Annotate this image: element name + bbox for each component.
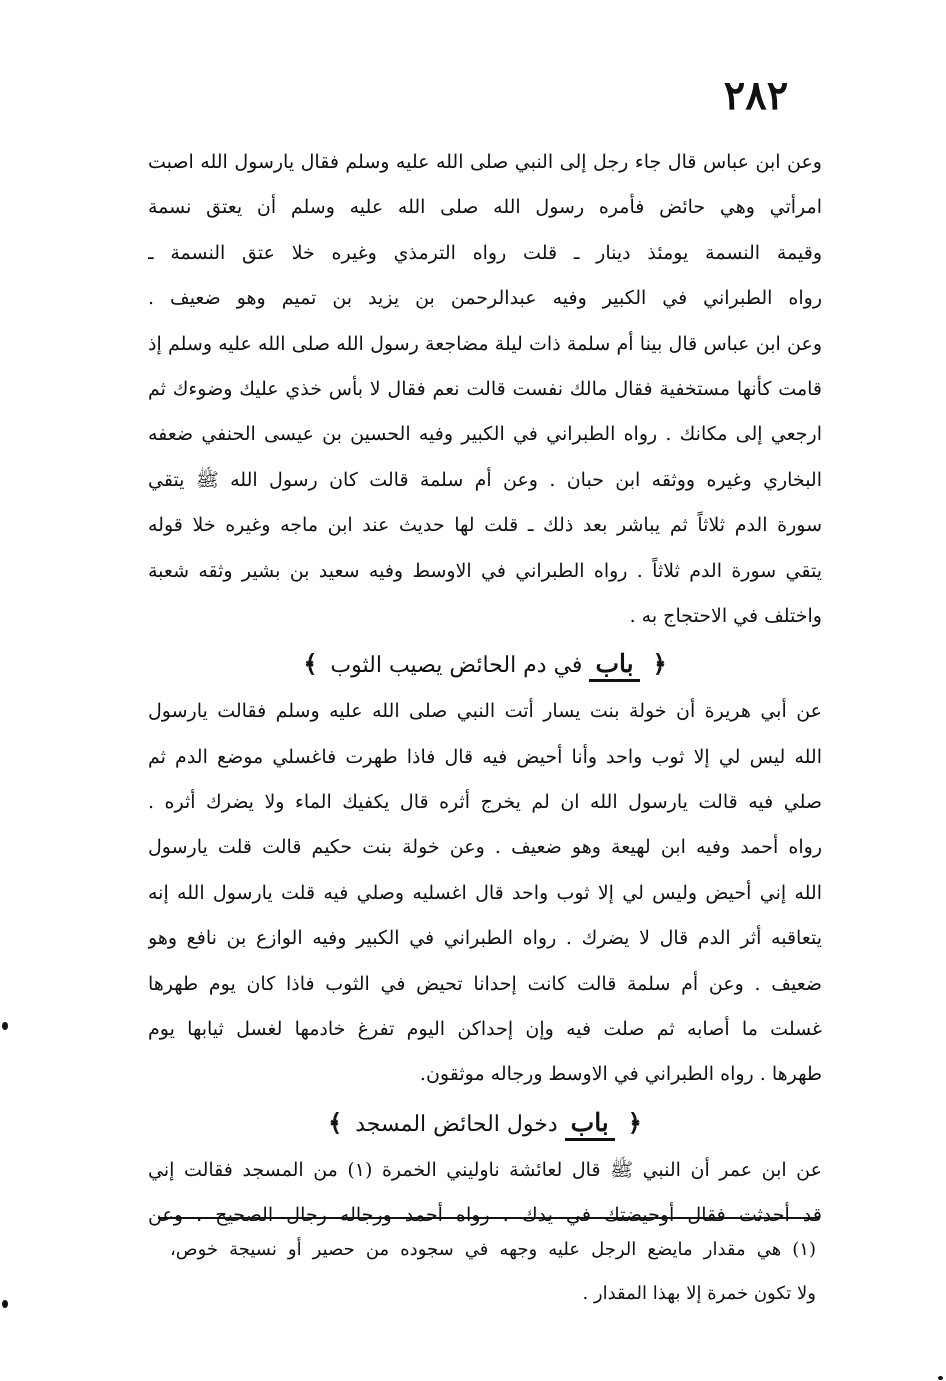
text-line: ارجعي إلى مكانك . رواه الطبراني في الكبير وفيه الحسين بن عيسى الحنفي ضعفه: [148, 423, 822, 446]
footnote-divider: [158, 1217, 820, 1219]
text-line: قامت كأنها مستخفية فقال مالك نفست قالت نعم فقال لا بأس خذي عليك وضوءك ثم: [148, 377, 822, 400]
text-line: رواه الطبراني في الكبير وفيه عبدالرحمن بن يزيد بن تميم وهو ضعيف .: [148, 287, 822, 310]
text-line: رواه أحمد وفيه ابن لهيعة وهو ضعيف . وعن خولة بنت حكيم قالت قلت يارسول: [148, 836, 822, 859]
text-line: غسلت ما أصابه ثم صلت فيه وإن إحداكن اليوم تفرغ خادمها لغسل ثيابها يوم: [148, 1018, 822, 1041]
text-line: وقيمة النسمة يومئذ دينار ـ قلت رواه الترمذي وغيره خلا عتق النسمة ـ: [148, 241, 822, 264]
text-line: يتعاقبه أثر الدم قال لا يضرك . رواه الطبراني في الكبير وفيه الوازع بن نافع وهو: [148, 927, 822, 950]
heading-bracket-close: ﴾: [303, 649, 318, 679]
text-line: البخاري وغيره ووثقه ابن حبان . وعن أم سلمة قالت كان رسول الله ﷺ يتقي: [148, 468, 822, 491]
text-line: وعن ابن عباس قال بينا أم سلمة ذات ليلة مضاجعة رسول الله صلى الله عليه وسلم إذ: [148, 332, 822, 355]
text-line: الله ليس لي إلا ثوب واحد وأنا أحيض فيه قال فاذا طهرت فاغسلي موضع الدم ثم: [148, 745, 822, 768]
text-line: يتقي سورة الدم ثلاثاً . رواه الطبراني في الاوسط وفيه سعيد بن بشير وثقه شعبة: [148, 559, 822, 582]
text-line: وعن ابن عباس قال جاء رجل إلى النبي صلى الله عليه وسلم فقال يارسول الله اصبت: [148, 151, 822, 173]
text-line: قد أحدثت فقال أوحيضتك في يدك . رواه أحمد ورجاله رجال الصحيح . وعن: [148, 1204, 822, 1227]
heading-bracket-open: ﴿: [652, 649, 667, 679]
scan-speck: [2, 1022, 8, 1030]
page-number: ٢٨٢: [723, 72, 789, 119]
text-line: ضعيف . وعن أم سلمة قالت كانت إحدانا تحيض في الثوب فاذا كان يوم طهرها: [148, 972, 822, 995]
footnote-line: ولا تكون خمرة إلا بهذا المقدار .: [582, 1283, 816, 1304]
footnote-line: (١) هي مقدار مايضع الرجل عليه وجهه في سجوده من حصير أو نسيجة خوص،: [170, 1239, 816, 1260]
text-line: سورة الدم ثلاثاً ثم يباشر بعد ذلك ـ قلت لها حديث عند ابن ماجه وغيره خلا قوله: [148, 514, 822, 537]
text-line: عن ابن عمر أن النبي ﷺ قال لعائشة ناوليني الخمرة (١) من المسجد فقالت إني: [148, 1158, 822, 1181]
scan-speck: [2, 1300, 8, 1308]
chapter-heading: [148, 639, 822, 689]
text-line: واختلف في الاحتجاج به .: [629, 604, 822, 627]
heading-title: دخول الحائض المسجد: [355, 1111, 558, 1137]
heading-title: في دم الحائض يصيب الثوب: [330, 653, 583, 679]
scan-speck: [938, 1376, 943, 1380]
text-line: طهرها . رواه الطبراني في الاوسط ورجاله موثقون.: [419, 1063, 822, 1086]
text-line: امرأتي وهي حائض فأمره رسول الله صلى الله عليه وسلم أن يعتق نسمة: [148, 196, 822, 219]
heading-bab: باب: [589, 649, 639, 682]
page-body: [148, 140, 822, 1239]
chapter-heading: [148, 1098, 822, 1148]
heading-bracket-close: ﴾: [328, 1107, 343, 1137]
text-line: عن أبي هريرة أن خولة بنت يسار أتت النبي صلى الله عليه وسلم فقالت يارسول: [148, 700, 822, 723]
footnotes: [170, 1228, 816, 1316]
text-line: الله إني أحيض وليس لي إلا ثوب واحد قال اغسليه وصلي فيه قلت يارسول الله إنه: [148, 881, 822, 904]
heading-bab: باب: [565, 1108, 615, 1141]
heading-bracket-open: ﴿: [627, 1107, 642, 1137]
text-line: صلي فيه قالت يارسول الله ان لم يخرج أثره قال يكفيك الماء ولا يضرك أثره .: [148, 791, 822, 814]
